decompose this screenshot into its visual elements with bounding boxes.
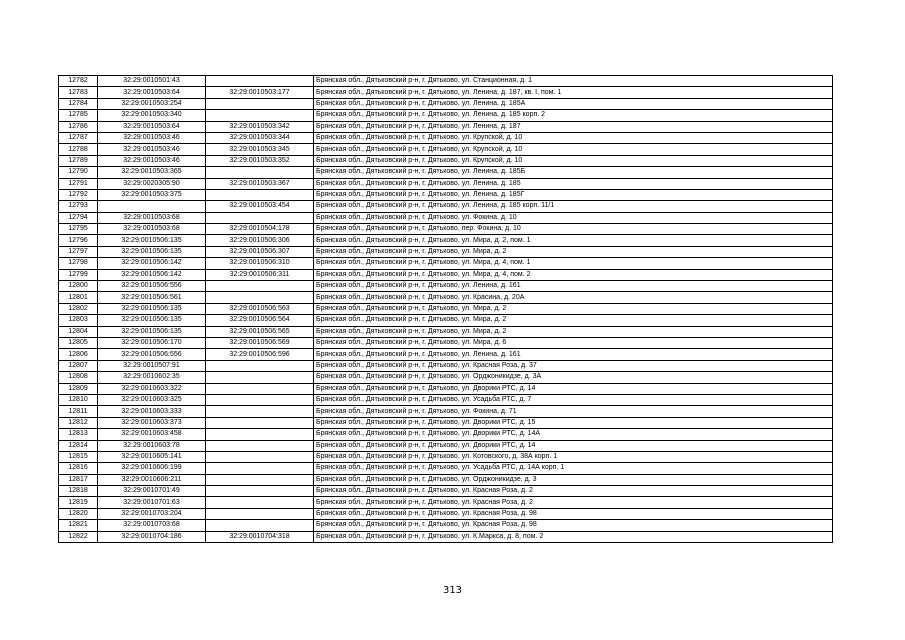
record-number-cell: 12795 <box>59 224 98 235</box>
object-cadastral-number-cell: 32:29:0010704:318 <box>206 531 314 542</box>
object-cadastral-number-cell <box>206 508 314 519</box>
cadastral-number-cell: 32:29:0010506:142 <box>98 258 206 269</box>
object-cadastral-number-cell: 32:29:0010503:177 <box>206 87 314 98</box>
table-row <box>59 121 833 132</box>
record-number-cell: 12822 <box>59 531 98 542</box>
table-row <box>59 76 833 87</box>
object-cadastral-number-cell: 32:29:0010503:454 <box>206 201 314 212</box>
table-row <box>59 474 833 485</box>
cadastral-number-cell: 32:29:0010506:142 <box>98 269 206 280</box>
object-cadastral-number-cell <box>206 360 314 371</box>
address-cell: Брянская обл., Дятьковский р-н, г. Дятьково, ул. Ленина, д. 185Б <box>314 167 833 178</box>
record-number-cell: 12802 <box>59 303 98 314</box>
table-row <box>59 201 833 212</box>
table-row <box>59 429 833 440</box>
address-cell: Брянская обл., Дятьковский р-н, г. Дятьково, ул. Красная Роза, д. 98 <box>314 508 833 519</box>
table-row <box>59 337 833 348</box>
cadastral-number-cell: 32:29:0010503:68 <box>98 224 206 235</box>
cadastral-number-cell: 32:29:0010506:556 <box>98 349 206 360</box>
record-number-cell: 12817 <box>59 474 98 485</box>
table-row <box>59 326 833 337</box>
cadastral-number-cell: 32:29:0010503:64 <box>98 87 206 98</box>
record-number-cell: 12807 <box>59 360 98 371</box>
cadastral-number-cell: 32:29:0010606:199 <box>98 463 206 474</box>
object-cadastral-number-cell <box>206 76 314 87</box>
object-cadastral-number-cell <box>206 474 314 485</box>
object-cadastral-number-cell <box>206 110 314 121</box>
table-row <box>59 372 833 383</box>
table-row <box>59 497 833 508</box>
address-cell: Брянская обл., Дятьковский р-н, г. Дятьково, ул. Дворики РТС, д. 14 <box>314 383 833 394</box>
object-cadastral-number-cell: 32:29:0010504:178 <box>206 224 314 235</box>
object-cadastral-number-cell <box>206 189 314 200</box>
table-row <box>59 394 833 405</box>
record-number-cell: 12813 <box>59 429 98 440</box>
cadastral-number-cell: 32:29:0010503:68 <box>98 212 206 223</box>
object-cadastral-number-cell <box>206 417 314 428</box>
record-number-cell: 12796 <box>59 235 98 246</box>
cadastral-number-cell: 32:29:0010506:135 <box>98 303 206 314</box>
cadastral-number-cell: 32:29:0010503:254 <box>98 98 206 109</box>
cadastral-number-cell: 32:29:0010503:340 <box>98 110 206 121</box>
address-cell: Брянская обл., Дятьковский р-н, г. Дятьково, ул. Усадьба РТС, д. 7 <box>314 394 833 405</box>
table-row <box>59 87 833 98</box>
table-row <box>59 463 833 474</box>
cadastral-number-cell: 32:29:0010603:333 <box>98 406 206 417</box>
cadastral-number-cell: 32:29:0010603:325 <box>98 394 206 405</box>
table-row <box>59 98 833 109</box>
table-row <box>59 144 833 155</box>
address-cell: Брянская обл., Дятьковский р-н, г. Дятьково, ул. Крупской, д. 10 <box>314 132 833 143</box>
address-cell: Брянская обл., Дятьковский р-н, г. Дятьково, ул. Крупской, д. 10 <box>314 155 833 166</box>
cadastral-number-cell: 32:29:0010503:46 <box>98 132 206 143</box>
table-row <box>59 451 833 462</box>
record-number-cell: 12782 <box>59 76 98 87</box>
record-number-cell: 12793 <box>59 201 98 212</box>
address-cell: Брянская обл., Дятьковский р-н, г. Дятьково, ул. Ленина, д. 187, кв. I, пом. 1 <box>314 87 833 98</box>
address-cell: Брянская обл., Дятьковский р-н, г. Дятьково, ул. Ленина, д. 187 <box>314 121 833 132</box>
object-cadastral-number-cell: 32:29:0010503:352 <box>206 155 314 166</box>
address-cell: Брянская обл., Дятьковский р-н, г. Дятьково, ул. Красная Роза, д. 98 <box>314 520 833 531</box>
address-cell: Брянская обл., Дятьковский р-н, г. Дятьково, ул. Красная Роза, д. 2 <box>314 486 833 497</box>
table-row <box>59 224 833 235</box>
record-number-cell: 12787 <box>59 132 98 143</box>
cadastral-number-cell: 32:29:0010507:91 <box>98 360 206 371</box>
cadastral-number-cell: 32:29:0010506:561 <box>98 292 206 303</box>
object-cadastral-number-cell: 32:29:0010503:345 <box>206 144 314 155</box>
address-cell: Брянская обл., Дятьковский р-н, г. Дятьково, ул. Ленина, д. 161 <box>314 281 833 292</box>
table-row <box>59 360 833 371</box>
record-number-cell: 12798 <box>59 258 98 269</box>
record-number-cell: 12786 <box>59 121 98 132</box>
address-cell: Брянская обл., Дятьковский р-н, г. Дятьково, ул. Мира, д. 4, пом. 2 <box>314 269 833 280</box>
table-row <box>59 212 833 223</box>
address-cell: Брянская обл., Дятьковский р-н, г. Дятьково, ул. Мира, д. 2 <box>314 246 833 257</box>
cadastral-number-cell: 32:29:0010602:35 <box>98 372 206 383</box>
table-row <box>59 269 833 280</box>
record-number-cell: 12809 <box>59 383 98 394</box>
object-cadastral-number-cell <box>206 372 314 383</box>
page-number: 313 <box>442 585 463 596</box>
address-cell: Брянская обл., Дятьковский р-н, г. Дятьково, ул. Мира, д. 2 <box>314 303 833 314</box>
object-cadastral-number-cell: 32:29:0010503:344 <box>206 132 314 143</box>
address-cell: Брянская обл., Дятьковский р-н, г. Дятьково, ул. Фокина, д. 10 <box>314 212 833 223</box>
address-cell: Брянская обл., Дятьковский р-н, г. Дятьково, ул. Ленина, д. 185А <box>314 98 833 109</box>
table-row <box>59 349 833 360</box>
cadastral-number-cell: 32:29:0010506:135 <box>98 326 206 337</box>
object-cadastral-number-cell: 32:29:0010506:307 <box>206 246 314 257</box>
object-cadastral-number-cell: 32:29:0010506:310 <box>206 258 314 269</box>
object-cadastral-number-cell <box>206 429 314 440</box>
object-cadastral-number-cell <box>206 451 314 462</box>
cadastral-number-cell: 32:29:0010503:365 <box>98 167 206 178</box>
object-cadastral-number-cell <box>206 440 314 451</box>
table-row <box>59 178 833 189</box>
cadastral-number-cell: 32:29:0010506:170 <box>98 337 206 348</box>
cadastral-number-cell: 32:29:0010503:64 <box>98 121 206 132</box>
address-cell: Брянская обл., Дятьковский р-н, г. Дятьково, ул. Станционная, д. 1 <box>314 76 833 87</box>
table-row <box>59 189 833 200</box>
record-number-cell: 12801 <box>59 292 98 303</box>
object-cadastral-number-cell <box>206 394 314 405</box>
address-cell: Брянская обл., Дятьковский р-н, г. Дятьково, ул. Ленина, д. 161 <box>314 349 833 360</box>
object-cadastral-number-cell <box>206 383 314 394</box>
object-cadastral-number-cell <box>206 167 314 178</box>
cadastral-number-cell: 32:29:0010503:46 <box>98 155 206 166</box>
object-cadastral-number-cell: 32:29:0010503:367 <box>206 178 314 189</box>
object-cadastral-number-cell: 32:29:0010506:565 <box>206 326 314 337</box>
address-cell: Брянская обл., Дятьковский р-н, г. Дятьково, ул. Ленина, д. 185Г <box>314 189 833 200</box>
object-cadastral-number-cell <box>206 406 314 417</box>
record-number-cell: 12784 <box>59 98 98 109</box>
table-row <box>59 303 833 314</box>
table-row <box>59 292 833 303</box>
address-cell: Брянская обл., Дятьковский р-н, г. Дятьково, ул. Мира, д. 2 <box>314 315 833 326</box>
table-row <box>59 235 833 246</box>
object-cadastral-number-cell: 32:29:0010506:563 <box>206 303 314 314</box>
table-row <box>59 520 833 531</box>
address-cell: Брянская обл., Дятьковский р-н, г. Дятьково, ул. Красина, д. 20А <box>314 292 833 303</box>
table-row <box>59 486 833 497</box>
table-row <box>59 383 833 394</box>
table-row <box>59 531 833 542</box>
object-cadastral-number-cell <box>206 497 314 508</box>
object-cadastral-number-cell <box>206 98 314 109</box>
table-row <box>59 132 833 143</box>
address-cell: Брянская обл., Дятьковский р-н, г. Дятьково, ул. Ленина, д. 185 корп. 2 <box>314 110 833 121</box>
object-cadastral-number-cell: 32:29:0010506:569 <box>206 337 314 348</box>
cadastral-number-cell: 32:29:0010506:556 <box>98 281 206 292</box>
record-number-cell: 12785 <box>59 110 98 121</box>
address-cell: Брянская обл., Дятьковский р-н, г. Дятьково, ул. Красная Роза, д. 37 <box>314 360 833 371</box>
record-number-cell: 12820 <box>59 508 98 519</box>
object-cadastral-number-cell <box>206 292 314 303</box>
record-number-cell: 12818 <box>59 486 98 497</box>
cadastral-number-cell: 32:29:0010704:186 <box>98 531 206 542</box>
table-row <box>59 155 833 166</box>
cadastral-number-cell: 32:29:0010603:373 <box>98 417 206 428</box>
cadastral-number-cell: 32:29:0010605:141 <box>98 451 206 462</box>
record-number-cell: 12810 <box>59 394 98 405</box>
object-cadastral-number-cell: 32:29:0010503:342 <box>206 121 314 132</box>
table-row <box>59 281 833 292</box>
record-number-cell: 12790 <box>59 167 98 178</box>
object-cadastral-number-cell <box>206 212 314 223</box>
record-number-cell: 12804 <box>59 326 98 337</box>
cadastral-number-cell: 32:29:0010701:49 <box>98 486 206 497</box>
record-number-cell: 12788 <box>59 144 98 155</box>
record-number-cell: 12797 <box>59 246 98 257</box>
cadastral-number-cell: 32:29:0010703:68 <box>98 520 206 531</box>
record-number-cell: 12815 <box>59 451 98 462</box>
address-cell: Брянская обл., Дятьковский р-н, г. Дятьково, ул. К.Маркса, д. 8, пом. 2 <box>314 531 833 542</box>
record-number-cell: 12791 <box>59 178 98 189</box>
record-number-cell: 12805 <box>59 337 98 348</box>
address-cell: Брянская обл., Дятьковский р-н, г. Дятьково, ул. Дворики РТС, д. 15 <box>314 417 833 428</box>
cadastral-number-cell: 32:29:0010703:204 <box>98 508 206 519</box>
address-cell: Брянская обл., Дятьковский р-н, г. Дятьково, ул. Усадьба РТС, д. 14А корп. 1 <box>314 463 833 474</box>
table-row <box>59 167 833 178</box>
address-cell: Брянская обл., Дятьковский р-н, г. Дятьково, пер. Фокина, д. 10 <box>314 224 833 235</box>
cadastral-number-cell: 32:29:0010603:322 <box>98 383 206 394</box>
address-cell: Брянская обл., Дятьковский р-н, г. Дятьково, ул. Красная Роза, д. 2 <box>314 497 833 508</box>
record-number-cell: 12800 <box>59 281 98 292</box>
record-number-cell: 12819 <box>59 497 98 508</box>
address-cell: Брянская обл., Дятьковский р-н, г. Дятьково, ул. Орджоникидзе, д. 3А <box>314 372 833 383</box>
address-cell: Брянская обл., Дятьковский р-н, г. Дятьково, ул. Мира, д. 4, пом. 1 <box>314 258 833 269</box>
object-cadastral-number-cell <box>206 281 314 292</box>
registry-rows <box>59 76 833 543</box>
cadastral-number-cell: 32:29:0010606:211 <box>98 474 206 485</box>
record-number-cell: 12783 <box>59 87 98 98</box>
record-number-cell: 12812 <box>59 417 98 428</box>
cadastral-number-cell: 32:29:0010603:458 <box>98 429 206 440</box>
object-cadastral-number-cell <box>206 486 314 497</box>
record-number-cell: 12789 <box>59 155 98 166</box>
record-number-cell: 12816 <box>59 463 98 474</box>
address-cell: Брянская обл., Дятьковский р-н, г. Дятьково, ул. Ленина, д. 185 <box>314 178 833 189</box>
table-row <box>59 406 833 417</box>
object-cadastral-number-cell <box>206 520 314 531</box>
address-cell: Брянская обл., Дятьковский р-н, г. Дятьково, ул. Мира, д. 6 <box>314 337 833 348</box>
cadastral-number-cell <box>98 201 206 212</box>
address-cell: Брянская обл., Дятьковский р-н, г. Дятьково, ул. Мира, д. 2, пом. 1 <box>314 235 833 246</box>
table-row <box>59 258 833 269</box>
record-number-cell: 12794 <box>59 212 98 223</box>
object-cadastral-number-cell: 32:29:0010506:306 <box>206 235 314 246</box>
object-cadastral-number-cell: 32:29:0010506:564 <box>206 315 314 326</box>
cadastral-number-cell: 32:29:0010506:135 <box>98 246 206 257</box>
cadastral-number-cell: 32:29:0010501:43 <box>98 76 206 87</box>
object-cadastral-number-cell <box>206 463 314 474</box>
address-cell: Брянская обл., Дятьковский р-н, г. Дятьково, ул. Орджоникидзе, д. 3 <box>314 474 833 485</box>
cadastral-number-cell: 32:29:0010701:63 <box>98 497 206 508</box>
record-number-cell: 12811 <box>59 406 98 417</box>
table-row <box>59 508 833 519</box>
table-row <box>59 315 833 326</box>
record-number-cell: 12803 <box>59 315 98 326</box>
table-row <box>59 110 833 121</box>
record-number-cell: 12792 <box>59 189 98 200</box>
cadastral-number-cell: 32:29:0010506:135 <box>98 315 206 326</box>
table-row <box>59 417 833 428</box>
table-row <box>59 440 833 451</box>
address-cell: Брянская обл., Дятьковский р-н, г. Дятьково, ул. Крупской, д. 10 <box>314 144 833 155</box>
cadastral-number-cell: 32:29:0010503:46 <box>98 144 206 155</box>
address-cell: Брянская обл., Дятьковский р-н, г. Дятьково, ул. Дворики РТС, д. 14 <box>314 440 833 451</box>
address-cell: Брянская обл., Дятьковский р-н, г. Дятьково, ул. Фокина, д. 71 <box>314 406 833 417</box>
record-number-cell: 12806 <box>59 349 98 360</box>
object-cadastral-number-cell: 32:29:0010506:596 <box>206 349 314 360</box>
address-cell: Брянская обл., Дятьковский р-н, г. Дятьково, ул. Котовского, д. 38А корп. 1 <box>314 451 833 462</box>
record-number-cell: 12821 <box>59 520 98 531</box>
record-number-cell: 12814 <box>59 440 98 451</box>
cadastral-number-cell: 32:29:0020305:90 <box>98 178 206 189</box>
cadastral-number-cell: 32:29:0010503:375 <box>98 189 206 200</box>
record-number-cell: 12808 <box>59 372 98 383</box>
table-row <box>59 246 833 257</box>
registry-table <box>58 75 833 543</box>
address-cell: Брянская обл., Дятьковский р-н, г. Дятьково, ул. Мира, д. 2 <box>314 326 833 337</box>
address-cell: Брянская обл., Дятьковский р-н, г. Дятьково, ул. Ленина, д. 185 корп. 11/1 <box>314 201 833 212</box>
cadastral-number-cell: 32:29:0010506:135 <box>98 235 206 246</box>
object-cadastral-number-cell: 32:29:0010506:311 <box>206 269 314 280</box>
cadastral-number-cell: 32:29:0010603:78 <box>98 440 206 451</box>
record-number-cell: 12799 <box>59 269 98 280</box>
address-cell: Брянская обл., Дятьковский р-н, г. Дятьково, ул. Дворики РТС, д. 14А <box>314 429 833 440</box>
